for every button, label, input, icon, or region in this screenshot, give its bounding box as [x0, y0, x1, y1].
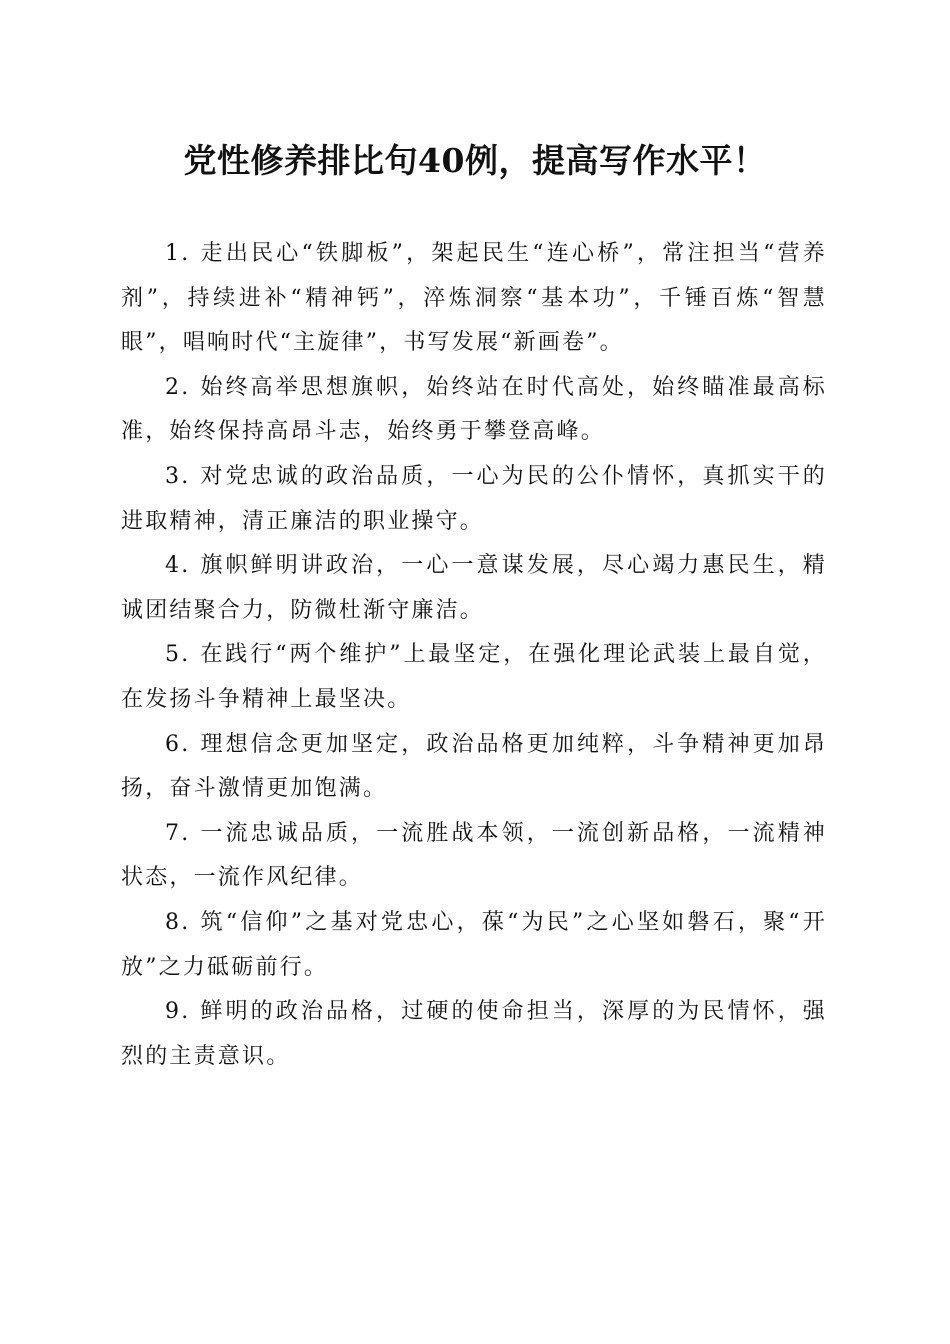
paragraph-5: 5. 在践行“两个维护”上最坚定，在强化理论武装上最自觉，在发扬斗争精神上最坚决。: [121, 642, 827, 712]
paragraph-7: 7. 一流忠诚品质，一流胜战本领，一流创新品格，一流精神状态，一流作风纪律。: [121, 820, 827, 891]
document-body: [121, 232, 827, 1079]
paragraph-9: 9. 鲜明的政治品格，过硬的使命担当，深厚的为民情怀，强烈的主责意识。: [121, 999, 827, 1069]
paragraph-6: 6. 理想信念更加坚定，政治品格更加纯粹，斗争精神更加昂扬，奋斗激情更加饱满。: [121, 731, 827, 802]
document-title: 党性修养排比句40例，提高写作水平！: [183, 141, 767, 180]
paragraph-1: 1. 走出民心“铁脚板”，架起民生“连心桥”，常注担当“营养剂”，持续进补“精神钙”，淬炼洞察“基本功”，千锤百炼“智慧眼”，唱响时代“主旋律”，书写发展“新画卷”。: [121, 241, 827, 356]
paragraph-4: 4. 旗帜鲜明讲政治，一心一意谋发展，尽心竭力惠民生，精诚团结聚合力，防微杜渐守廉洁。: [121, 553, 827, 623]
paragraph-2: 2. 始终高举思想旗帜，始终站在时代高处，始终瞄准最高标准，始终保持高昂斗志，始终勇于攀登高峰。: [121, 374, 827, 445]
paragraph-8: 8. 筑“信仰”之基对党忠心，葆“为民”之心坚如磐石，聚“开放”之力砥砺前行。: [121, 909, 827, 980]
paragraph-3: 3. 对党忠诚的政治品质，一心为民的公仆情怀，真抓实干的进取精神，清正廉洁的职业操守。: [121, 463, 827, 534]
